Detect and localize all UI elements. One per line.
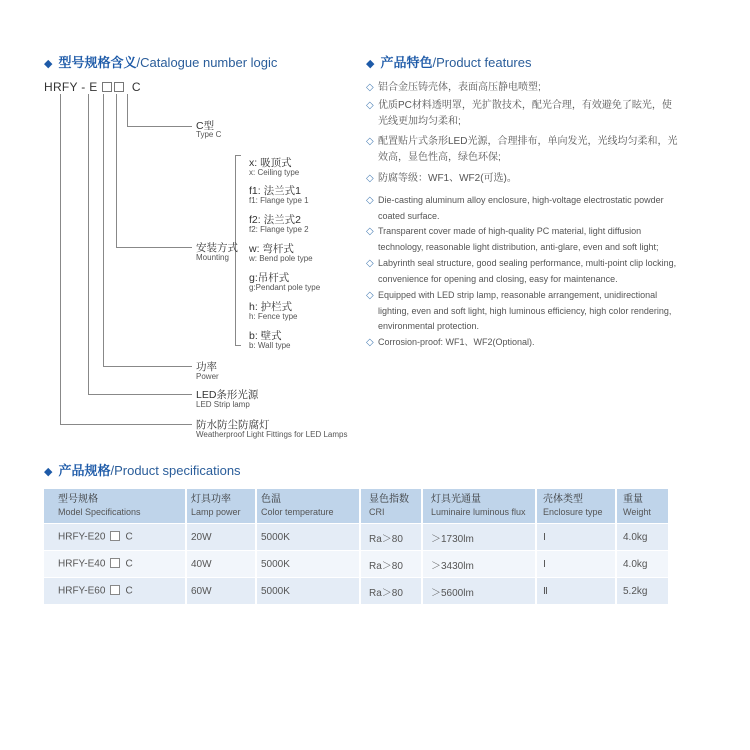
- mounting-option-zh: f2: 法兰式2: [249, 214, 301, 226]
- diamond-outline-icon: ◇: [366, 290, 374, 301]
- mounting-label: 安装方式: [196, 242, 238, 254]
- feature-item-en: ◇ Corrosion-proof: WF1、WF2(Optional).: [366, 335, 681, 351]
- catalogue-heading: [44, 52, 277, 71]
- diamond-outline-icon: ◇: [366, 226, 374, 237]
- feature-item-zh: ◇ 配置贴片式条形LED光源，合理排布，单向发光，光线均匀柔和，光效高，显色性高，绿色环保;: [366, 136, 678, 164]
- diamond-outline-icon: ◇: [366, 173, 374, 184]
- catalogue-code: [44, 80, 141, 94]
- diamond-outline-icon: ◇: [366, 258, 374, 269]
- led-label: LED条形光源: [196, 389, 259, 401]
- placeholder-box: [110, 531, 120, 541]
- diamond-outline-icon: ◇: [366, 337, 374, 348]
- features-heading-zh: 产品特色: [380, 55, 433, 70]
- catalogue-heading-zh: 型号规格含义: [58, 55, 137, 70]
- diamond-outline-icon: ◇: [366, 136, 374, 147]
- placeholder-box: [110, 558, 120, 568]
- specs-heading: [44, 460, 241, 479]
- mounting-option-en: f2: Flange type 2: [249, 225, 309, 234]
- mounting-option-zh: x: 吸顶式: [249, 157, 292, 169]
- column-header: 壳体类型 Enclosure type: [536, 489, 616, 524]
- placeholder-box-1: [102, 82, 112, 92]
- specs-heading-en: /Product specifications: [110, 463, 241, 478]
- diamond-bullet-icon: ◆: [44, 466, 53, 478]
- code-prefix: HRFY - E: [44, 80, 98, 94]
- feature-item-zh: ◇ 防腐等级：WF1、WF2(可选)。: [366, 171, 681, 187]
- mounting-option-en: x: Ceiling type: [249, 168, 300, 177]
- mounting-label-en: Mounting: [196, 253, 229, 262]
- mounting-option-zh: g:吊杆式: [249, 272, 290, 284]
- features-heading: [366, 52, 531, 71]
- mounting-option-zh: h: 护栏式: [249, 301, 293, 313]
- column-header: 显色指数 CRI: [360, 489, 422, 524]
- catalogue-heading-en: /Catalogue number logic: [136, 55, 278, 70]
- diamond-outline-icon: ◇: [366, 82, 374, 93]
- feature-item-en: ◇ Labyrinth seal structure, good sealing performance, multi-point clip locking, convenience for opening and closing, easy for maintenance.: [366, 258, 677, 284]
- table-row: HRFY-E40 C 40W 5000K Ra＞80 ＞3430lm Ⅰ 4.0kg: [44, 551, 668, 578]
- column-header: 灯具功率 Lamp power: [186, 489, 256, 524]
- table-row: HRFY-E20 C 20W 5000K Ra＞80 ＞1730lm Ⅰ 4.0kg: [44, 524, 668, 551]
- led-label-en: LED Strip lamp: [196, 400, 250, 409]
- table-row: HRFY-E60 C 60W 5000K Ra＞80 ＞5600lm Ⅱ 5.2kg: [44, 578, 668, 605]
- diamond-outline-icon: ◇: [366, 195, 374, 206]
- feature-item-en: ◇ Equipped with LED strip lamp, reasonable arrangement, unidirectional lighting, even and soft light, high luminous efficiency, high color rendering, environmental protection.: [366, 290, 672, 332]
- column-header: 色温 Color temperature: [256, 489, 360, 524]
- placeholder-box-2: [114, 82, 124, 92]
- diamond-bullet-icon: ◆: [44, 58, 53, 70]
- specs-heading-zh: 产品规格: [58, 463, 111, 478]
- mounting-option-en: h: Fence type: [249, 312, 298, 321]
- mounting-option-zh: b: 壁式: [249, 330, 282, 342]
- power-label: 功率: [196, 361, 217, 373]
- type-c-label: C型: [196, 120, 215, 132]
- features-heading-en: /Product features: [432, 55, 532, 70]
- placeholder-box: [110, 585, 120, 595]
- mounting-option-en: f1: Flange type 1: [249, 196, 309, 205]
- weatherproof-label-en: Weatherproof Light Fittings for LED Lamps: [196, 430, 348, 439]
- feature-item-en: ◇ Transparent cover made of high-quality PC material, light diffusion technology, reasonable light distribution, anti-glare, even and soft light;: [366, 226, 659, 252]
- table-header-row: [44, 489, 668, 524]
- diamond-bullet-icon: ◆: [366, 58, 375, 70]
- diamond-outline-icon: ◇: [366, 100, 374, 111]
- feature-item-zh: ◇ 铝合金压铸壳体，表面高压静电喷塑;: [366, 80, 681, 96]
- feature-item-zh: ◇ 优质PC材料透明罩，光扩散技术，配光合理，有效避免了眩光，使光线更加均匀柔和;: [366, 100, 672, 128]
- mounting-option-en: g:Pendant pole type: [249, 283, 321, 292]
- column-header: 灯具光通量 Luminaire luminous flux: [422, 489, 536, 524]
- column-header: 型号规格 Model Specifications: [44, 489, 186, 524]
- column-header: 重量 Weight: [616, 489, 668, 524]
- weatherproof-label: 防水防尘防腐灯: [196, 419, 270, 431]
- mounting-option-en: b: Wall type: [249, 341, 291, 350]
- power-label-en: Power: [196, 372, 219, 381]
- feature-item-en: ◇ Die-casting aluminum alloy enclosure, high-voltage electrostatic powder coated surface.: [366, 195, 664, 221]
- code-suffix: C: [131, 80, 141, 94]
- mounting-option-zh: f1: 法兰式1: [249, 185, 301, 197]
- mounting-option-en: w: Bend pole type: [249, 254, 313, 263]
- specs-table: [44, 488, 668, 604]
- type-c-label-en: Type C: [196, 130, 222, 139]
- mounting-option-zh: w: 弯杆式: [249, 243, 294, 255]
